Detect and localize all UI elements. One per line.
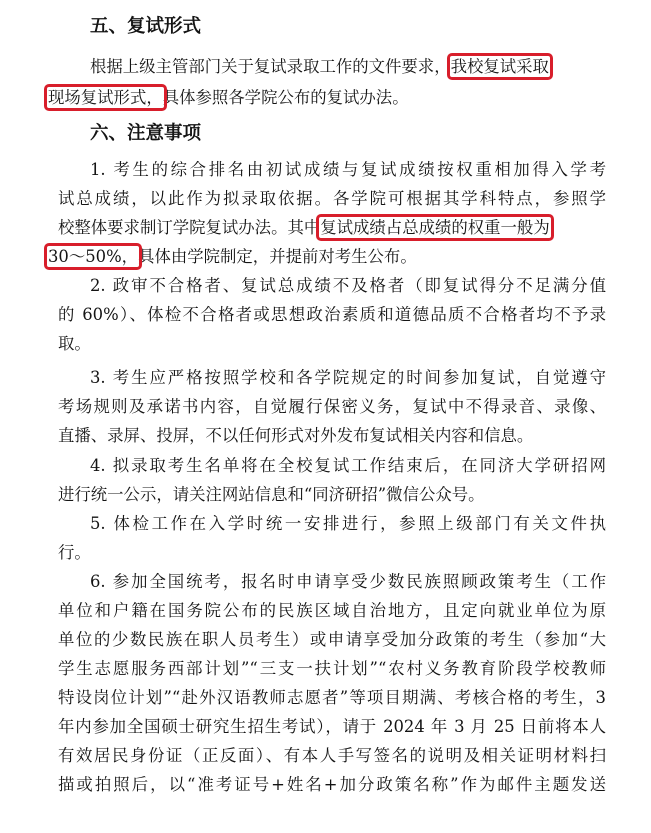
item-1-line-3 (58, 216, 550, 240)
item-6-line-3: 单位的少数民族在职人员考生）或申请享受加分政策的考生（参加“大 (58, 630, 606, 649)
item-2-line-1: 2. 政审不合格者、复试总成绩不及格者（即复试得分不足满分值 (90, 276, 606, 295)
highlight-box: 30～50%， (48, 247, 139, 266)
item-4-line-1: 4. 拟录取考生名单将在全校复试工作结束后，在同济大学研招网 (90, 456, 606, 475)
item-1-line-4 (48, 245, 417, 269)
section-5-text: 具体参照各学院公布的复试办法。 (162, 88, 409, 107)
item-1-line-2: 试总成绩，以此作为拟录取依据。各学院可根据其学科特点，参照学 (58, 189, 606, 208)
section-5-text: 根据上级主管部门关于复试录取工作的文件要求， (90, 57, 451, 76)
item-2-line-2: 的 60%）、体检不合格者或思想政治素质和道德品质不合格者均不予录 (58, 305, 606, 324)
item-1-text: 具体由学院制定，并提前对考生公布。 (138, 247, 417, 266)
item-3-line-3: 直播、录屏、投屏，不以任何形式对外发布复试相关内容和信息。 (58, 426, 534, 445)
section-6-heading: 六、注意事项 (90, 123, 202, 144)
item-6-line-6: 年内参加全国硕士研究生招生考试），请于 2024 年 3 月 25 日前将本人 (58, 717, 606, 736)
section-5-line-1 (90, 55, 549, 79)
item-1-line-1: 1. 考生的综合排名由初试成绩与复试成绩按权重相加得入学考 (90, 160, 606, 179)
item-4-line-2: 进行统一公示，请关注网站信息和“同济研招”微信公众号。 (58, 485, 485, 504)
highlight-box: 复试成绩占总成绩的权重一般为 (320, 218, 550, 237)
item-1-text: 校整体要求制订学院复试办法。其中 (58, 218, 321, 237)
highlight-box: 我校复试采取 (450, 57, 549, 76)
item-3-line-1: 3. 考生应严格按照学校和各学院规定的时间参加复试，自觉遵守 (90, 368, 606, 387)
item-6-line-2: 单位和户籍在国务院公布的民族区域自治地方，且定向就业单位为原 (58, 601, 606, 620)
highlight-box: 现场复试形式， (48, 88, 163, 107)
item-6-line-7: 有效居民身份证（正反面）、有本人手写签名的说明及相关证明材料扫 (58, 746, 606, 765)
item-6-line-5: 特设岗位计划”“赴外汉语教师志愿者”等项目期满、考核合格的考生，3 (58, 688, 606, 707)
item-6-line-1: 6. 参加全国统考，报名时申请享受少数民族照顾政策考生（工作 (90, 572, 606, 591)
item-6-line-8: 描或拍照后，以“准考证号+姓名+加分政策名称”作为邮件主题发送 (58, 775, 606, 794)
section-5-heading: 五、复试形式 (90, 16, 202, 37)
item-3-line-2: 考场规则及承诺书内容，自觉履行保密义务，复试中不得录音、录像、 (58, 397, 606, 416)
section-5-line-2 (48, 86, 409, 110)
item-2-line-3: 取。 (58, 334, 91, 353)
item-5-line-1: 5. 体检工作在入学时统一安排进行，参照上级部门有关文件执 (90, 514, 606, 533)
item-6-line-4: 学生志愿服务西部计划”“三支一扶计划”“农村义务教育阶段学校教师 (58, 659, 606, 678)
item-5-line-2: 行。 (58, 543, 91, 562)
